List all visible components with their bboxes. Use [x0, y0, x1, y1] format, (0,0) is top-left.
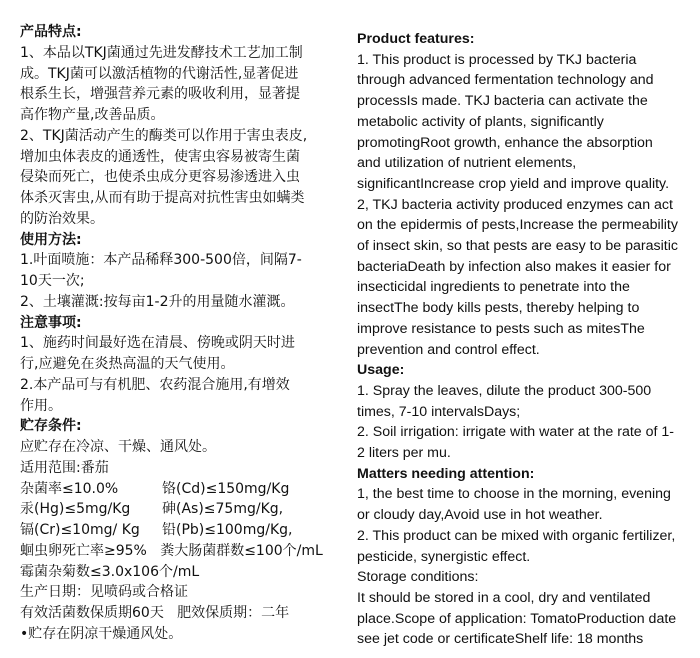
usage-line-zh: 1.叶面喷施：本产品稀释300-500倍，间隔7- [20, 252, 302, 269]
usage-line-en: 2. Soil irrigation: irrigate with water at the rate of 1- [357, 424, 674, 441]
spec-cell: 汞(Hg)≤5mg/Kg [20, 501, 131, 518]
attention-line-en: 2. This product can be mixed with organic fertilizer, [357, 527, 676, 544]
storage-line-zh: 应贮存在冷凉、干燥、通风处。 [20, 439, 216, 455]
features-line-en: through advanced fermentation technology and [357, 72, 654, 89]
spec-cell: 镉(Cr)≤10mg/ Kg [20, 522, 140, 538]
usage-heading-en: Usage: [357, 362, 405, 379]
usage-line-en: times, 7-10 intervalsDays; [357, 403, 521, 420]
chinese-column [20, 22, 345, 645]
features-line-en: insecticidal ingredients to penetrate into the [357, 279, 630, 296]
features-line-zh: 1、本品以TKJ菌通过先进发酵技术工艺加工制 [20, 44, 303, 61]
features-line-en: on the epidermis of pests,Increase the permeability [357, 217, 678, 234]
spec-row [20, 499, 345, 520]
usage-line-zh: 2、土壤灌溉:按每亩1-2升的用量随水灌溉。 [20, 293, 295, 310]
spec-cell: 铬(Cd)≤150mg/Kg [162, 480, 290, 497]
features-line-zh: 侵染而死亡，也使杀虫成分更容易渗透进入虫 [20, 169, 300, 186]
attention-line-zh: 2.本产品可与有机肥、农药混合施用,有增效 [20, 376, 290, 393]
spec-cell: 砷(As)≤75mg/Kg, [162, 501, 284, 518]
features-line-zh: 的防治效果。 [20, 210, 104, 227]
attention-line-en: or cloudy day,Avoid use in hot weather. [357, 507, 603, 524]
features-line-zh: 高作物产量,改善品质。 [20, 107, 165, 123]
usage-line-en: 1. Spray the leaves, dilute the product 300-500 [357, 382, 652, 399]
features-line-en: metabolic activity of plants, significantly [357, 113, 604, 130]
usage-heading-zh: 使用方法: [20, 231, 82, 248]
attention-line-en: Storage conditions: [357, 569, 479, 586]
storage-line-zh: 适用范围:番茄 [20, 459, 109, 476]
features-line-en: prevention and control effect. [357, 341, 540, 358]
usage-line-zh: 10天一次; [20, 273, 85, 289]
attention-line-en: pesticide, synergistic effect. [357, 548, 531, 565]
features-line-en: 1. This product is processed by TKJ bacteria [357, 51, 637, 68]
attention-line-en: It should be stored in a cool, dry and ventilated [357, 589, 651, 606]
features-line-en: promotingRoot growth, enhance the absorption [357, 134, 653, 151]
attention-line-en: 1, the best time to choose in the morning, evening [357, 486, 671, 503]
tail-line-zh: 生产日期：见喷码或合格证 [20, 584, 188, 601]
tail-line-zh: •贮存在阴凉干燥通风处。 [20, 625, 183, 642]
spec-row [20, 520, 345, 541]
features-line-zh: 2、TKJ菌活动产生的酶类可以作用于害虫表皮, [20, 127, 308, 144]
attention-heading-zh: 注意事项: [20, 314, 82, 331]
attention-heading-en: Matters needing attention: [357, 465, 535, 482]
storage-heading-zh: 贮存条件: [20, 418, 82, 435]
attention-line-en: see jet code or certificateShelf life: 18 months [357, 631, 644, 648]
spec-cell: 铅(Pb)≤100mg/Kg, [162, 522, 293, 538]
features-line-en: insectThe body kills pests, thereby helping to [357, 300, 640, 317]
features-heading-en: Product features: [357, 31, 475, 47]
features-line-zh: 体杀灭害虫,从而有助于提高对抗性害虫如螨类 [20, 190, 305, 206]
features-line-zh: 成。TKJ菌可以激活植物的代谢活性,显著促进 [20, 65, 299, 82]
features-line-zh: 根系生长，增强营养元素的吸收利用，显著提 [20, 86, 300, 103]
english-column [357, 29, 697, 650]
features-line-zh: 增加虫体表皮的通透性，使害虫容易被寄生菌 [20, 148, 300, 165]
features-line-en: of insect skin, so that pests are easy to be parasitic [357, 238, 678, 255]
attention-line-zh: 作用。 [20, 397, 62, 414]
features-heading-zh: 产品特点: [20, 24, 82, 40]
tail-line-zh: 霉菌杂菊数≤3.0x106个/mL [20, 563, 200, 580]
features-line-en: processIs made. TKJ bacteria can activate the [357, 93, 648, 110]
features-line-en: significantIncrease crop yield and improve quality. [357, 175, 670, 192]
attention-line-zh: 1、施药时间最好选在清晨、傍晚或阴天时进 [20, 335, 295, 352]
usage-line-en: 2 liters per mu. [357, 445, 451, 462]
spec-cell: 杂菌率≤10.0% [20, 480, 119, 497]
features-line-en: 2, TKJ bacteria activity produced enzymes can act [357, 196, 673, 213]
attention-line-en: place.Scope of application: TomatoProduction date [357, 610, 677, 627]
attention-line-zh: 行,应避免在炎热高温的天气使用。 [20, 356, 235, 372]
tail-line-zh: 蛔虫卵死亡率≥95% 粪大肠菌群数≤100个/mL [20, 542, 323, 559]
features-line-en: and utilization of nutrient elements, [357, 155, 577, 172]
features-line-en: bacteriaDeath by infection also makes it easier for [357, 258, 671, 275]
spec-row [20, 479, 345, 500]
features-line-en: improve resistance to pests such as mitesThe [357, 320, 645, 337]
tail-line-zh: 有效活菌数保质期60天 肥效保质期：二年 [20, 605, 290, 621]
